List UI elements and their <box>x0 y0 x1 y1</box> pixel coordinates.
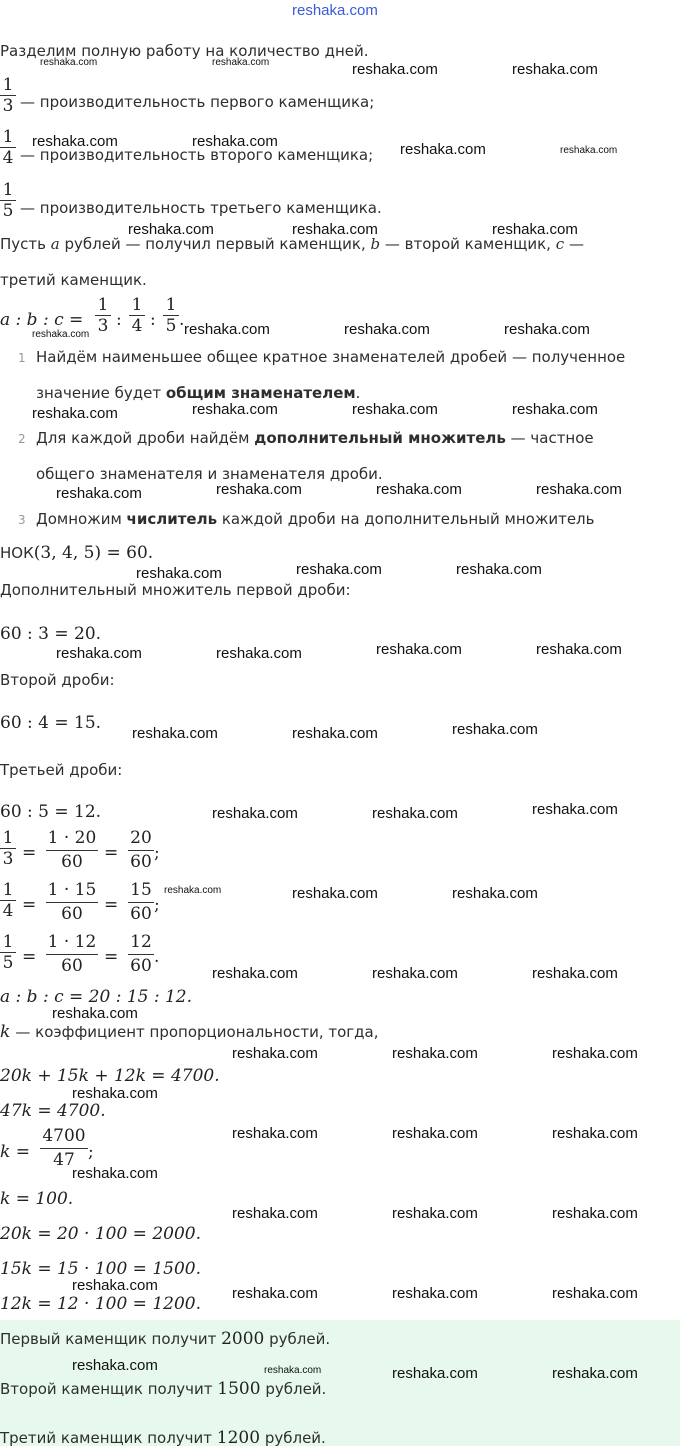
watermark: reshaka.com <box>212 57 270 68</box>
watermark: reshaka.com <box>216 645 302 662</box>
watermark: reshaka.com <box>292 221 378 238</box>
equation-third-pay: 12k = 12 · 100 = 1200. <box>0 1294 201 1314</box>
watermark: reshaka.com <box>372 965 458 982</box>
watermark: reshaka.com <box>376 481 462 498</box>
ratio-lhs: a : b : c = <box>0 310 84 330</box>
intro-text: Разделим полную работу на количество дней. <box>0 42 369 60</box>
equation-k-end: ; <box>88 1142 94 1162</box>
watermark: reshaka.com <box>40 57 98 68</box>
watermark: reshaka.com <box>232 1285 318 1302</box>
watermark: reshaka.com <box>536 481 622 498</box>
watermark: reshaka.com <box>52 1005 138 1022</box>
watermark: reshaka.com <box>552 1125 638 1142</box>
equation-k-lhs: k = <box>0 1142 30 1162</box>
step-1-line-2: значение будет общим знаменателем. <box>36 384 361 402</box>
ratio-result: a : b : c = 20 : 15 : 12. <box>0 987 193 1007</box>
watermark: reshaka.com <box>164 885 222 896</box>
extra-eq-2: 60 : 4 = 15. <box>0 713 102 733</box>
watermark: reshaka.com <box>352 401 438 418</box>
watermark: reshaka.com <box>72 1165 158 1182</box>
watermark: reshaka.com <box>552 1285 638 1302</box>
header-watermark[interactable]: reshaka.com <box>292 2 378 19</box>
watermark: reshaka.com <box>216 481 302 498</box>
watermark: reshaka.com <box>132 725 218 742</box>
watermark: reshaka.com <box>532 801 618 818</box>
step-2-line-2: общего знаменателя и знаменателя дроби. <box>36 465 383 483</box>
watermark: reshaka.com <box>392 1365 478 1382</box>
watermark: reshaka.com <box>504 321 590 338</box>
step-number-1: 1 <box>18 351 26 365</box>
watermark: reshaka.com <box>296 561 382 578</box>
watermark: reshaka.com <box>452 885 538 902</box>
step-number-3: 3 <box>18 513 26 527</box>
productivity-third: — производительность третьего каменщика. <box>20 199 382 217</box>
ratio-sep-1: : <box>116 310 122 330</box>
watermark: reshaka.com <box>232 1125 318 1142</box>
equation-first-pay: 20k = 20 · 100 = 2000. <box>0 1224 201 1244</box>
watermark: reshaka.com <box>492 221 578 238</box>
ratio-sep-2: : <box>150 310 156 330</box>
watermark: reshaka.com <box>32 405 118 422</box>
watermark: reshaka.com <box>232 1205 318 1222</box>
extra-eq-3: 60 : 5 = 12. <box>0 802 102 822</box>
watermark: reshaka.com <box>392 1125 478 1142</box>
answer-second: Второй каменщик получит 1500 рублей. <box>0 1379 327 1399</box>
watermark: reshaka.com <box>456 561 542 578</box>
watermark: reshaka.com <box>56 485 142 502</box>
equation-47k: 47k = 4700. <box>0 1101 106 1121</box>
let-line: Пусть a рублей — получил первый каменщик, b — второй каменщик, c — <box>0 235 584 253</box>
equation-k-fraction: 4700 47 <box>40 1127 88 1170</box>
extra-eq-1: 60 : 3 = 20. <box>0 624 102 644</box>
watermark: reshaka.com <box>512 401 598 418</box>
watermark: reshaka.com <box>136 565 222 582</box>
watermark: reshaka.com <box>128 221 214 238</box>
ratio-end: . <box>179 310 185 330</box>
watermark: reshaka.com <box>376 641 462 658</box>
productivity-first: — производительность первого каменщика; <box>20 93 375 111</box>
watermark: reshaka.com <box>392 1285 478 1302</box>
watermark: reshaka.com <box>400 141 486 158</box>
step-2-line-1: Для каждой дроби найдём дополнительный множитель — частное <box>36 429 594 447</box>
step-number-2: 2 <box>18 432 26 446</box>
watermark: reshaka.com <box>292 725 378 742</box>
equation-sum: 20k + 15k + 12k = 4700. <box>0 1066 220 1086</box>
fraction-one-fourth: 1 4 <box>0 128 16 167</box>
answer-third: Третий каменщик получит 1200 рублей. <box>0 1428 326 1448</box>
watermark: reshaka.com <box>452 721 538 738</box>
ratio-frac-1: 1 3 <box>95 296 111 335</box>
watermark: reshaka.com <box>532 965 618 982</box>
watermark: reshaka.com <box>192 401 278 418</box>
watermark: reshaka.com <box>372 805 458 822</box>
equation-k-value: k = 100. <box>0 1189 74 1209</box>
let-line-2: третий каменщик. <box>0 271 147 289</box>
extra-label-2: Второй дроби: <box>0 671 115 689</box>
ratio-frac-3: 1 5 <box>163 296 179 335</box>
watermark: reshaka.com <box>72 1085 158 1102</box>
watermark: reshaka.com <box>552 1365 638 1382</box>
answer-first: Первый каменщик получит 2000 рублей. <box>0 1329 331 1349</box>
extra-label-1: Дополнительный множитель первой дроби: <box>0 581 351 599</box>
ratio-frac-2: 1 4 <box>129 296 145 335</box>
watermark: reshaka.com <box>392 1205 478 1222</box>
watermark: reshaka.com <box>212 805 298 822</box>
extra-label-3: Третьей дроби: <box>0 761 123 779</box>
watermark: reshaka.com <box>32 133 118 150</box>
step-3-line-1: Домножим числитель каждой дроби на дополнительный множитель <box>36 510 595 528</box>
watermark: reshaka.com <box>292 885 378 902</box>
k-definition: k — коэффициент пропорциональности, тогда, <box>0 1022 379 1042</box>
equation-second-pay: 15k = 15 · 100 = 1500. <box>0 1259 201 1279</box>
watermark: reshaka.com <box>184 321 270 338</box>
watermark: reshaka.com <box>72 1277 158 1294</box>
watermark: reshaka.com <box>72 1357 158 1374</box>
watermark: reshaka.com <box>552 1045 638 1062</box>
watermark: reshaka.com <box>512 61 598 78</box>
fraction-one-fifth: 1 5 <box>0 181 16 220</box>
lcm-line: НОК(3, 4, 5) = 60. <box>0 543 154 563</box>
watermark: reshaka.com <box>560 145 618 156</box>
watermark: reshaka.com <box>344 321 430 338</box>
watermark: reshaka.com <box>32 329 90 340</box>
watermark: reshaka.com <box>264 1365 322 1376</box>
watermark: reshaka.com <box>536 641 622 658</box>
watermark: reshaka.com <box>56 645 142 662</box>
watermark: reshaka.com <box>552 1205 638 1222</box>
productivity-second: — производительность второго каменщика; <box>20 146 374 164</box>
step-1-line-1: Найдём наименьшее общее кратное знаменателей дробей — полученное <box>36 348 626 366</box>
watermark: reshaka.com <box>392 1045 478 1062</box>
watermark: reshaka.com <box>192 133 278 150</box>
watermark: reshaka.com <box>212 965 298 982</box>
watermark: reshaka.com <box>232 1045 318 1062</box>
fraction-one-third: 1 3 <box>0 76 16 115</box>
watermark: reshaka.com <box>352 61 438 78</box>
